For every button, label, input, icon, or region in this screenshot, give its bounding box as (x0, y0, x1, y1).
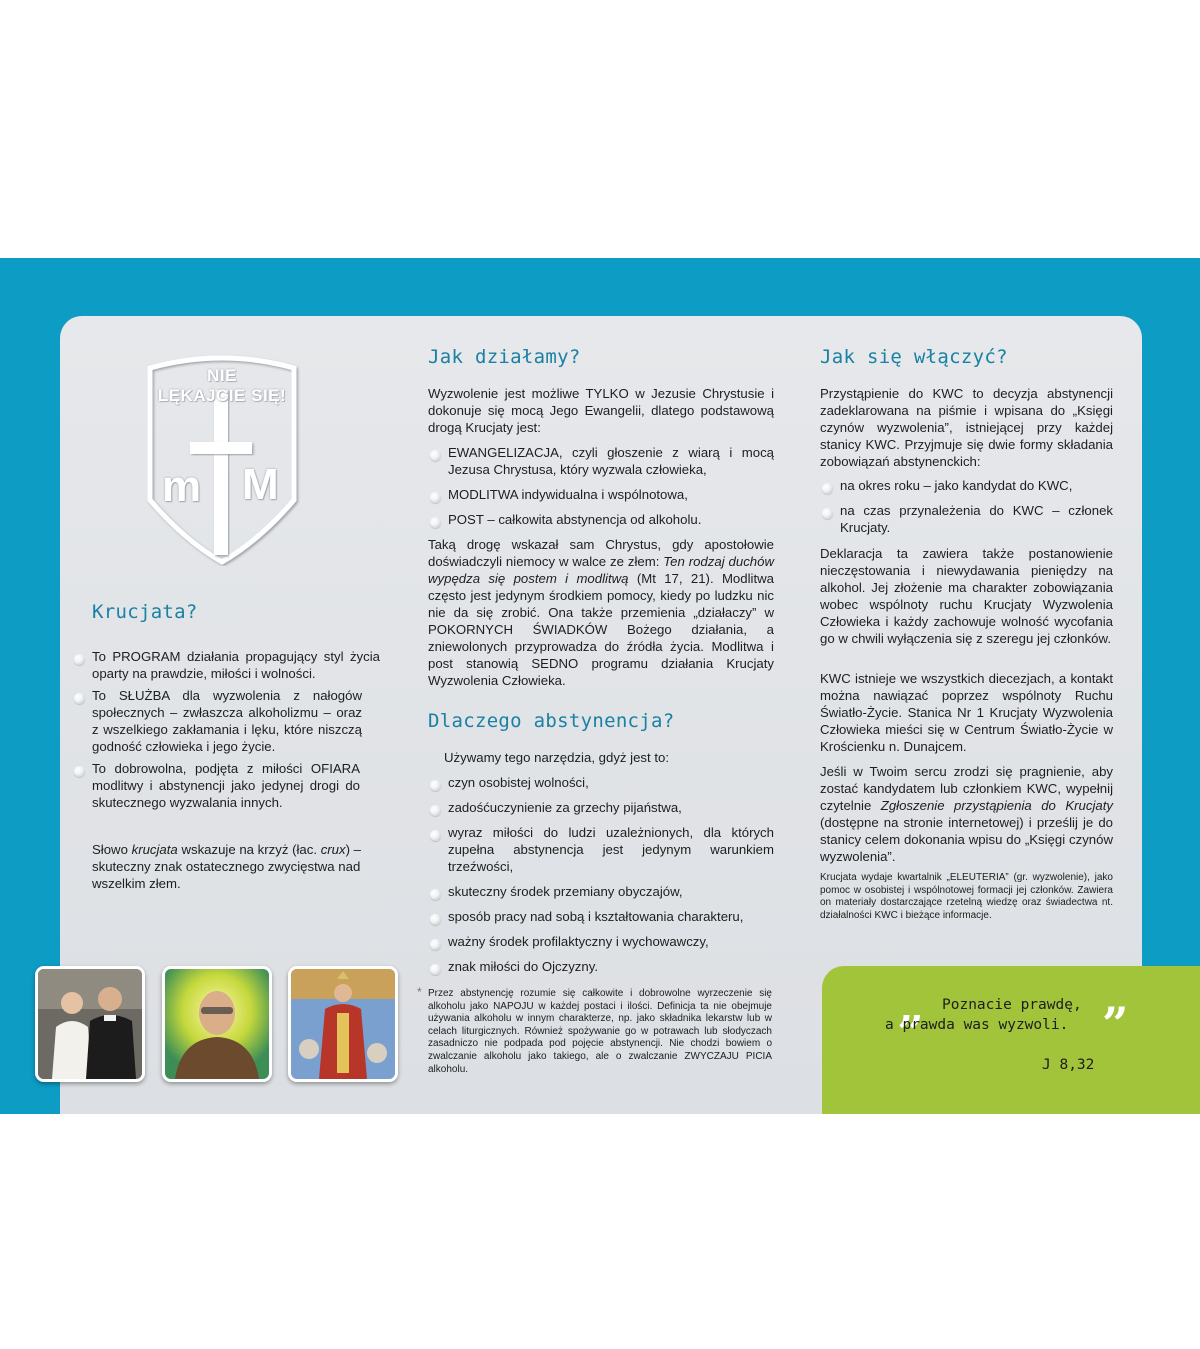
list-item: czyn osobistej wolności, (428, 774, 774, 791)
jak-sie-wlaczyc-list (820, 477, 1113, 536)
jak-dzialamy-paragraph: Taką drogę wskazał sam Chrystus, gdy apostołowie doświadczyli niemocy w walce ze złem: Ten rodzaj duchów wypędza się postem i modlitwą (Mt 17, 21). Modlitwa często jest jedynym środkiem pomocy, kiedy po ludzku nic nie da się zrobić. Ona także przemienia „działaczy” w POKORNYCH ŚWIADKÓW Bożego działania, a zniewolonych przyprowadza do źródła życia. Modlitwa i post stanowią SEDNO programu działania Krucjaty Wyzwolenia Człowieka. (428, 537, 774, 688)
join-paragraph: Jeśli w Twoim sercu zrodzi się pragnienie, aby zostać kandydatem lub członkiem KWC, wypełnij czytelnie Zgłoszenie przystąpienia do Krucjaty (dostępne na stronie internetowej) i prześlij je do stanicy celem dokonania wpisu do „Księgi czynów wyzwolenia”. (820, 764, 1113, 864)
krucjata-word-note: Słowo krucjata wskazuje na krzyż (łac. crux) – skuteczny znak ostatecznego zwycięstwa nad wszelkim złem. (92, 842, 361, 891)
jak-sie-wlaczyc-heading: Jak się włączyć? (820, 346, 1008, 368)
abstinence-footnote: Przez abstynencję rozumie się całkowite i dobrowolne wyrzeczenie się alkoholu jako NAPOJU w każdej postaci i ilości. Definicja ta nie obejmuje używania alkoholu w innym charakterze, np. jako składnika lekarstw lub w celach liturgicznych. Również spożywanie go w potrawach lub słodyczach zasadniczo nie podpada pod pojęcie abstynencji. Nie chodzi bowiem o zwalczanie alkoholu jako takiego, ale o zwalczanie ZWYCZAJU PICIA alkoholu. (428, 988, 772, 1075)
bullet-icon (822, 508, 833, 519)
crusade-logo (140, 350, 304, 566)
bullet-icon (74, 766, 85, 777)
bullet-icon (430, 939, 441, 950)
quote-line-1: Poznacie prawdę, (942, 997, 1082, 1013)
bullet-icon (430, 805, 441, 816)
kwc-contact-paragraph: KWC istnieje we wszystkich diecezjach, a kontakt można nawiązać poprzez wspólnoty Ruchu Światło-Życie. Stanica Nr 1 Krucjaty Wyzwolenia Człowieka mieści się w Centrum Światło-Życie w Krościenku n. Dunajcem. (820, 671, 1113, 754)
bullet-icon (430, 830, 441, 841)
list-item: na czas przynależenia do KWC – członek Krucjaty. (820, 502, 1113, 536)
jak-dzialamy-heading: Jak działamy? (428, 346, 581, 368)
bullet-icon (430, 964, 441, 975)
dlaczego-heading: Dlaczego abstynencja? (428, 710, 675, 732)
declaration-paragraph: Deklaracja ta zawiera także postanowienie nieczęstowania i niewydawania pieniędzy na alkohol. Jej złożenie ma charakter zobowiązania wobec wspólnoty ruchu Krucjaty Wyzwolenia Człowieka i każdy zachowuje wolność wycofania go w chwili wyłączenia się z szeregu jej członków. (820, 546, 1113, 646)
list-item: wyraz miłości do ludzi uzależnionych, dla których zupełna abstynencja jest jedynym warunkiem trzeźwości, (428, 824, 774, 875)
list-item: EWANGELIZACJA, czyli głoszenie z wiarą i mocą Jezusa Chrystusa, który wyzwala człowieka, (428, 444, 774, 478)
bullet-icon (430, 914, 441, 925)
logo-text-line1: NIE (207, 366, 237, 385)
krucjata-list (72, 648, 380, 811)
dlaczego-list (428, 774, 774, 975)
footnote-star-icon: * (417, 985, 422, 999)
jak-dzialamy-intro: Wyzwolenie jest możliwe TYLKO w Jezusie Chrystusie i dokonuje się mocą Jego Ewangelii, dlatego podstawową drogą Krucjaty jest: (428, 386, 774, 435)
quote-reference: J 8,32 (1042, 1057, 1095, 1073)
logo-text-line2: LĘKAJCIE SIĘ! (157, 386, 287, 405)
open-quote-icon: „ (898, 979, 925, 1033)
list-item: znak miłości do Ojczyzny. (428, 958, 774, 975)
logo-letter-left: m (162, 462, 202, 511)
quote-line-2: a prawda was wyzwoli. (885, 1017, 1069, 1033)
list-item: sposób pracy nad sobą i kształtowania charakteru, (428, 908, 774, 925)
photo-saint-portrait (162, 966, 272, 1082)
dlaczego-intro: Używamy tego narzędzia, gdyż jest to: (444, 750, 670, 765)
close-quote-icon: ” (1102, 997, 1129, 1051)
list-item: To SŁUŻBA dla wyzwolenia z nałogów społecznych – zwłaszcza alkoholizmu – oraz z wszelkiego zakłamania i lęku, które niszczą godność człowieka i jego życie. (72, 687, 380, 755)
logo-letter-right: M (242, 460, 279, 509)
bullet-icon (430, 517, 441, 528)
krucjata-heading: Krucjata? (92, 601, 198, 623)
list-item: skuteczny środek przemiany obyczajów, (428, 883, 774, 900)
list-item: ważny środek profilaktyczny i wychowawczy, (428, 933, 774, 950)
bullet-icon (430, 450, 441, 461)
bullet-icon (430, 780, 441, 791)
jak-sie-wlaczyc-intro: Przystąpienie do KWC to decyzja abstynencji zadeklarowana na piśmie i wpisana do „Księgi czynów wyzwolenia”, istniejącej przy każdej stanicy KWC. Przyjmuje się dwie formy składania zobowiązań abstynenckich: (820, 386, 1113, 469)
list-item: na okres roku – jako kandydat do KWC, (820, 477, 1113, 494)
eleuteria-note: Krucjata wydaje kwartalnik „ELEUTERIA” (gr. wyzwolenie), jako pomoc w osobistej i wspólnotowej formacji jej członków. Zawiera on materiały dostarczające rzetelną wiedzę oraz świadectwa nt. działalności KWC i bieżące informacje. (820, 872, 1113, 921)
jak-dzialamy-list (428, 444, 774, 528)
photo-saint-painting (288, 966, 398, 1082)
list-item: zadośćuczynienie za grzechy pijaństwa, (428, 799, 774, 816)
bullet-icon (430, 889, 441, 900)
list-item: To dobrowolna, podjęta z miłości OFIARA modlitwy i abstynencji jako jedynej drogi do skutecznego wyzwalania innych. (72, 760, 380, 811)
bullet-icon (430, 492, 441, 503)
quote-box (822, 966, 1200, 1114)
list-item: MODLITWA indywidualna i wspólnotowa, (428, 486, 774, 503)
list-item: POST – całkowita abstynencja od alkoholu. (428, 511, 774, 528)
bullet-icon (74, 693, 85, 704)
bullet-icon (822, 483, 833, 494)
bullet-icon (74, 654, 85, 665)
photo-pope-and-priest (35, 966, 145, 1082)
list-item: To PROGRAM działania propagujący styl życia oparty na prawdzie, miłości i wolności. (72, 648, 380, 682)
